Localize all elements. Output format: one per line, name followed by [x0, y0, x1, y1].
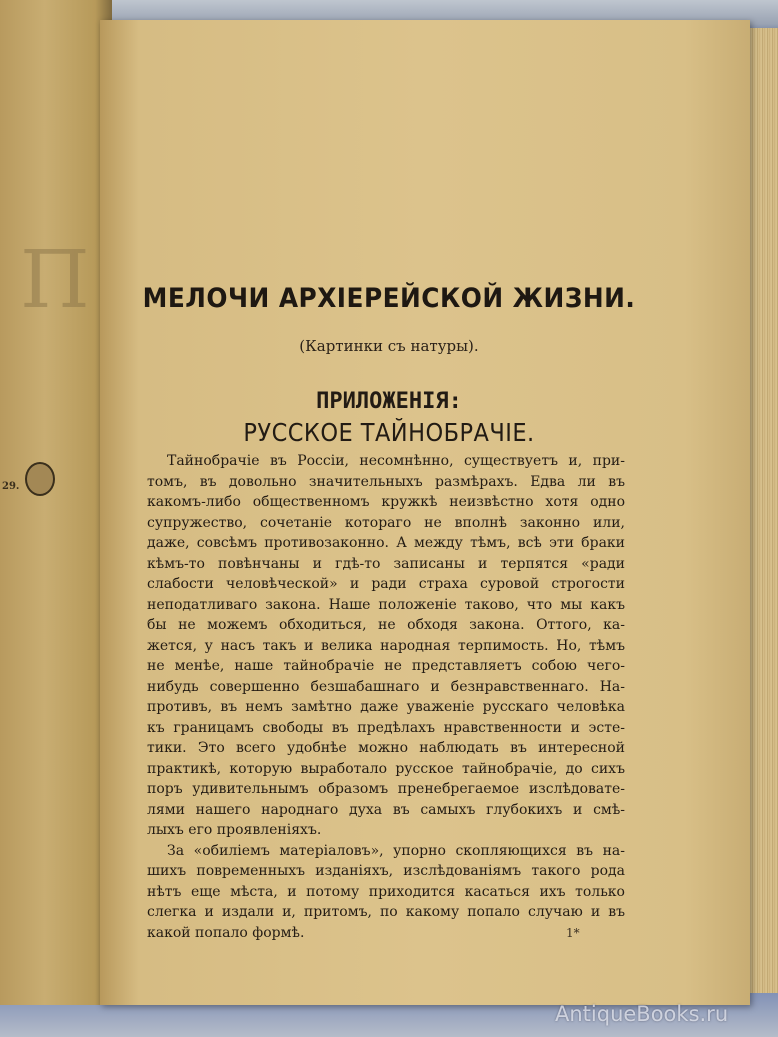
text-line: тики. Это всего удобнѣе можно наблюдать въ интересной [147, 740, 625, 756]
text-line: За «обиліемъ матеріаловъ», упорно скопляющихся въ на- [167, 842, 625, 859]
section-heading: РУССКОЕ ТАЙНОБРАЧІЕ. [243, 418, 535, 447]
left-page [0, 0, 112, 1005]
text-line: не менѣе, наше тайнобрачіе не представляетъ собою чего- [147, 658, 625, 674]
left-page-number: 29. [2, 481, 20, 492]
text-line: жется, у насъ такъ и велика народная терпимость. Но, тѣмъ [147, 637, 625, 654]
text-line: неподатливаго закона. Наше положеніе таково, что мы какъ [147, 596, 625, 613]
page-title: МЕЛОЧИ АРХІЕРЕЙСКОЙ ЖИЗНИ. [142, 283, 636, 314]
text-line: какомъ-либо общественномъ кружкѣ неизвѣстно хотя одно [147, 494, 625, 510]
page-number: 1* [566, 926, 580, 940]
text-line: нѣтъ еще мѣста, и потому приходится касаться ихъ только [147, 883, 625, 900]
text-line: противъ, въ немъ замѣтно даже уваженіе русскаго человѣка [147, 699, 625, 715]
watermark: AntiqueBooks.ru [555, 1002, 729, 1026]
appendix-label: ПРИЛОЖЕНІЯ: [316, 389, 462, 414]
text-line: нибудь совершенно безшабашнаго и безнравственнаго. На- [147, 678, 625, 695]
text-line: томъ, въ довольно значительныхъ размѣрахъ. Едва ли въ [147, 473, 625, 490]
left-page-faded-letter: П [20, 233, 90, 326]
text-line: практикѣ, которую выработало русское тайнобрачіе, до сихъ [147, 760, 625, 777]
text-line: лями нашего народнаго духа въ самыхъ глубокихъ и смѣ- [147, 801, 625, 818]
text-line: кѣмъ-то повѣнчаны и гдѣ-то записаны и терпятся «ради [147, 555, 625, 572]
text-line: слабости человѣческой» и ради страха суровой строгости [147, 576, 625, 592]
library-stamp-icon [25, 462, 55, 496]
text-line: шихъ повременныхъ изданіяхъ, изслѣдованіямъ такого рода [147, 863, 625, 879]
text-line: поръ удивительнымъ образомъ пренебрегаемое изслѣдовате- [147, 781, 625, 797]
text-line: какой попало формѣ. [147, 924, 305, 941]
text-line: къ границамъ свободы въ предѣлахъ нравственности и эсте- [147, 719, 625, 736]
text-line: слегка и издали и, притомъ, по какому попало случаю и въ [147, 904, 625, 920]
text-line: лыхъ его проявленіяхъ. [147, 822, 322, 838]
text-line: Тайнобрачіе въ Россіи, несомнѣнно, существуетъ и, при- [167, 453, 625, 469]
text-line: даже, совсѣмъ противозаконно. А между тѣмъ, всѣ эти браки [147, 535, 625, 551]
page-subtitle: (Картинки съ натуры). [299, 337, 479, 355]
body-text [147, 451, 625, 943]
text-line: бы не можемъ обходиться, не обходя закона. Оттого, ка- [147, 617, 625, 633]
text-line: супружество, сочетаніе котораго не вполнѣ законно или, [147, 514, 625, 531]
